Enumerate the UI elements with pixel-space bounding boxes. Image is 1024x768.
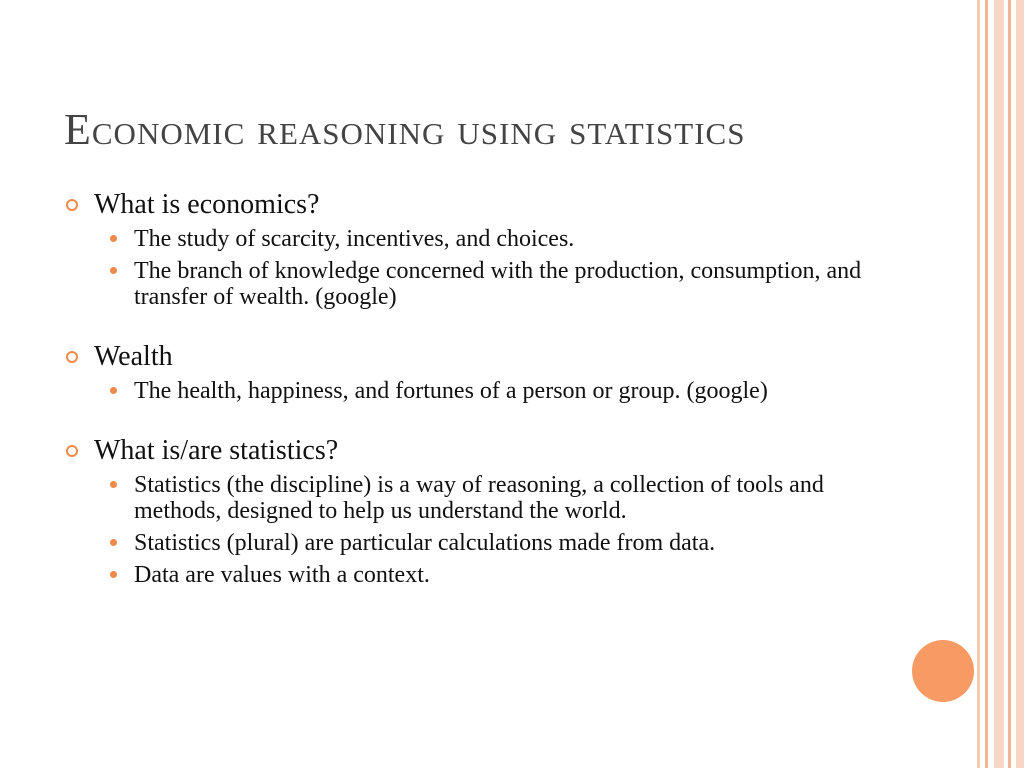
dot-bullet-icon — [110, 387, 117, 394]
ring-bullet-icon — [66, 445, 78, 457]
bullet-list — [64, 472, 904, 588]
dot-bullet-icon — [110, 539, 117, 546]
list-item-text: Statistics (plural) are particular calculations made from data. — [134, 530, 716, 556]
decorative-circle — [912, 640, 974, 702]
slide-title: Economic reasoning using statistics — [64, 105, 746, 154]
slide-content — [64, 188, 904, 594]
list-item — [64, 226, 904, 252]
list-item-text: Statistics (the discipline) is a way of reasoning, a collection of tools and methods, designed to help us understand the world. — [134, 472, 824, 524]
section-wealth — [64, 340, 904, 404]
section-economics — [64, 188, 904, 310]
section-heading-text: Wealth — [94, 341, 173, 372]
bullet-list — [64, 378, 904, 404]
decorative-stripe — [985, 0, 988, 768]
section-statistics — [64, 434, 904, 588]
list-item — [64, 472, 904, 524]
list-item — [64, 378, 904, 404]
dot-bullet-icon — [110, 267, 117, 274]
list-item-text: Data are values with a context. — [134, 562, 430, 588]
list-item — [64, 258, 904, 310]
list-item-text: The branch of knowledge concerned with the production, consumption, and transfer of wealth. (google) — [134, 258, 862, 310]
list-item-text: The study of scarcity, incentives, and choices. — [134, 226, 575, 252]
list-item-text: The health, happiness, and fortunes of a person or group. (google) — [134, 378, 768, 404]
list-item — [64, 530, 904, 556]
decorative-stripe — [1008, 0, 1011, 768]
ring-bullet-icon — [66, 199, 78, 211]
section-heading — [64, 340, 904, 374]
list-item — [64, 562, 904, 588]
section-heading — [64, 188, 904, 222]
bullet-list — [64, 226, 904, 310]
dot-bullet-icon — [110, 571, 117, 578]
decorative-stripe — [1016, 0, 1024, 768]
section-heading-text: What is economics? — [94, 189, 320, 220]
decorative-stripe — [977, 0, 980, 768]
section-heading — [64, 434, 904, 468]
section-heading-text: What is/are statistics? — [94, 435, 339, 466]
ring-bullet-icon — [66, 351, 78, 363]
dot-bullet-icon — [110, 481, 117, 488]
decorative-stripe — [994, 0, 1004, 768]
dot-bullet-icon — [110, 235, 117, 242]
